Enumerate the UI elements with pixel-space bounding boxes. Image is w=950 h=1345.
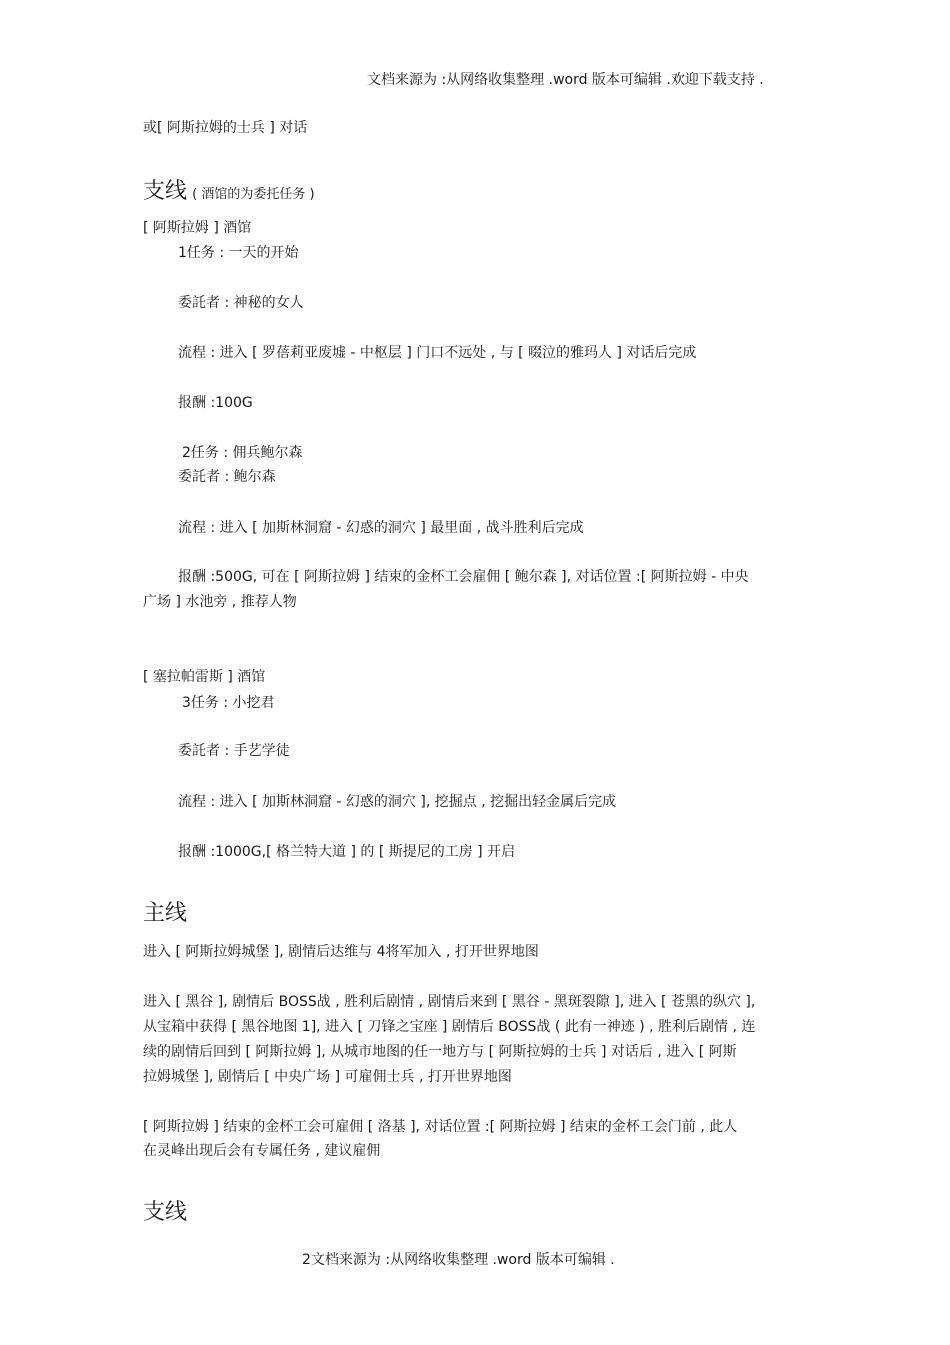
quest-flow: 流程 : 进入 [ 罗蓓莉亚废墟 - 中枢层 ] 门口不远处 , 与 [ 啜泣的雅玛人 ] 对话后完成 — [178, 345, 697, 361]
page-header: 文档来源为 :从网络收集整理 .word 版本可编辑 .欢迎下载支持 . — [367, 72, 764, 88]
quest-reward: 报酬 :500G, 可在 [ 阿斯拉姆 ] 结束的金杯工会雇佣 [ 鲍尔森 ], 对话位置 :[ 阿斯拉姆 - 中央 — [178, 569, 749, 585]
paragraph-line: [ 阿斯拉姆 ] 结束的金杯工会可雇佣 [ 洛基 ], 对话位置 :[ 阿斯拉姆 ] 结束的金杯工会门前 , 此人 — [143, 1119, 738, 1135]
tavern-label: [ 塞拉帕雷斯 ] 酒馆 — [143, 669, 266, 685]
text-line: 或[ 阿斯拉姆的士兵 ] 对话 — [143, 120, 308, 136]
quest-client: 委託者 : 神秘的女人 — [178, 295, 304, 311]
page-footer: 2文档来源为 :从网络收集整理 .word 版本可编辑 . — [302, 1252, 615, 1268]
paragraph: 进入 [ 阿斯拉姆城堡 ], 剧情后达维与 4将军加入 , 打开世界地图 — [143, 944, 539, 960]
section-title: 支线 — [143, 179, 188, 204]
quest-task: 2任务 : 佣兵鲍尔森 — [182, 445, 303, 461]
quest-reward: 报酬 :100G — [178, 395, 253, 411]
quest-reward: 报酬 :1000G,[ 格兰特大道 ] 的 [ 斯提尼的工房 ] 开启 — [178, 844, 516, 860]
section-heading-side-quest — [143, 178, 315, 206]
paragraph-line: 续的剧情后回到 [ 阿斯拉姆 ], 从城市地图的任一地方与 [ 阿斯拉姆的士兵 ] 对话后 , 进入 [ 阿斯 — [143, 1044, 737, 1060]
quest-task: 1任务 : 一天的开始 — [178, 245, 299, 261]
quest-flow: 流程 : 进入 [ 加斯林洞窟 - 幻惑的洞穴 ], 挖掘点 , 挖掘出轻金属后完成 — [178, 794, 617, 810]
quest-flow: 流程 : 进入 [ 加斯林洞窟 - 幻惑的洞穴 ] 最里面 , 战斗胜利后完成 — [178, 520, 584, 536]
quest-task: 3任务 : 小挖君 — [182, 695, 275, 711]
paragraph-line: 从宝箱中获得 [ 黑谷地图 1], 进入 [ 刀锋之宝座 ] 剧情后 BOSS战 ( 此有一神迹 ) , 胜利后剧情 , 连 — [143, 1019, 756, 1035]
quest-client: 委託者 : 手艺学徒 — [178, 743, 290, 759]
tavern-label: [ 阿斯拉姆 ] 酒馆 — [143, 220, 252, 236]
section-title-side-quest: 支线 — [143, 1200, 188, 1225]
section-title-main-quest: 主线 — [143, 901, 188, 926]
quest-reward-continued: 广场 ] 水池旁 , 推荐人物 — [143, 594, 297, 610]
paragraph-line: 在灵峰出现后会有专属任务 , 建议雇佣 — [143, 1143, 381, 1159]
section-subtitle: ( 酒馆的为委托任务 ) — [192, 187, 315, 202]
quest-client: 委託者 : 鲍尔森 — [178, 469, 276, 485]
paragraph-line: 进入 [ 黑谷 ], 剧情后 BOSS战 , 胜利后剧情 , 剧情后来到 [ 黑谷 - 黑斑裂隙 ], 进入 [ 苍黑的纵穴 ], — [143, 994, 756, 1010]
paragraph-line: 拉姆城堡 ], 剧情后 [ 中央广场 ] 可雇佣士兵 , 打开世界地图 — [143, 1069, 512, 1085]
